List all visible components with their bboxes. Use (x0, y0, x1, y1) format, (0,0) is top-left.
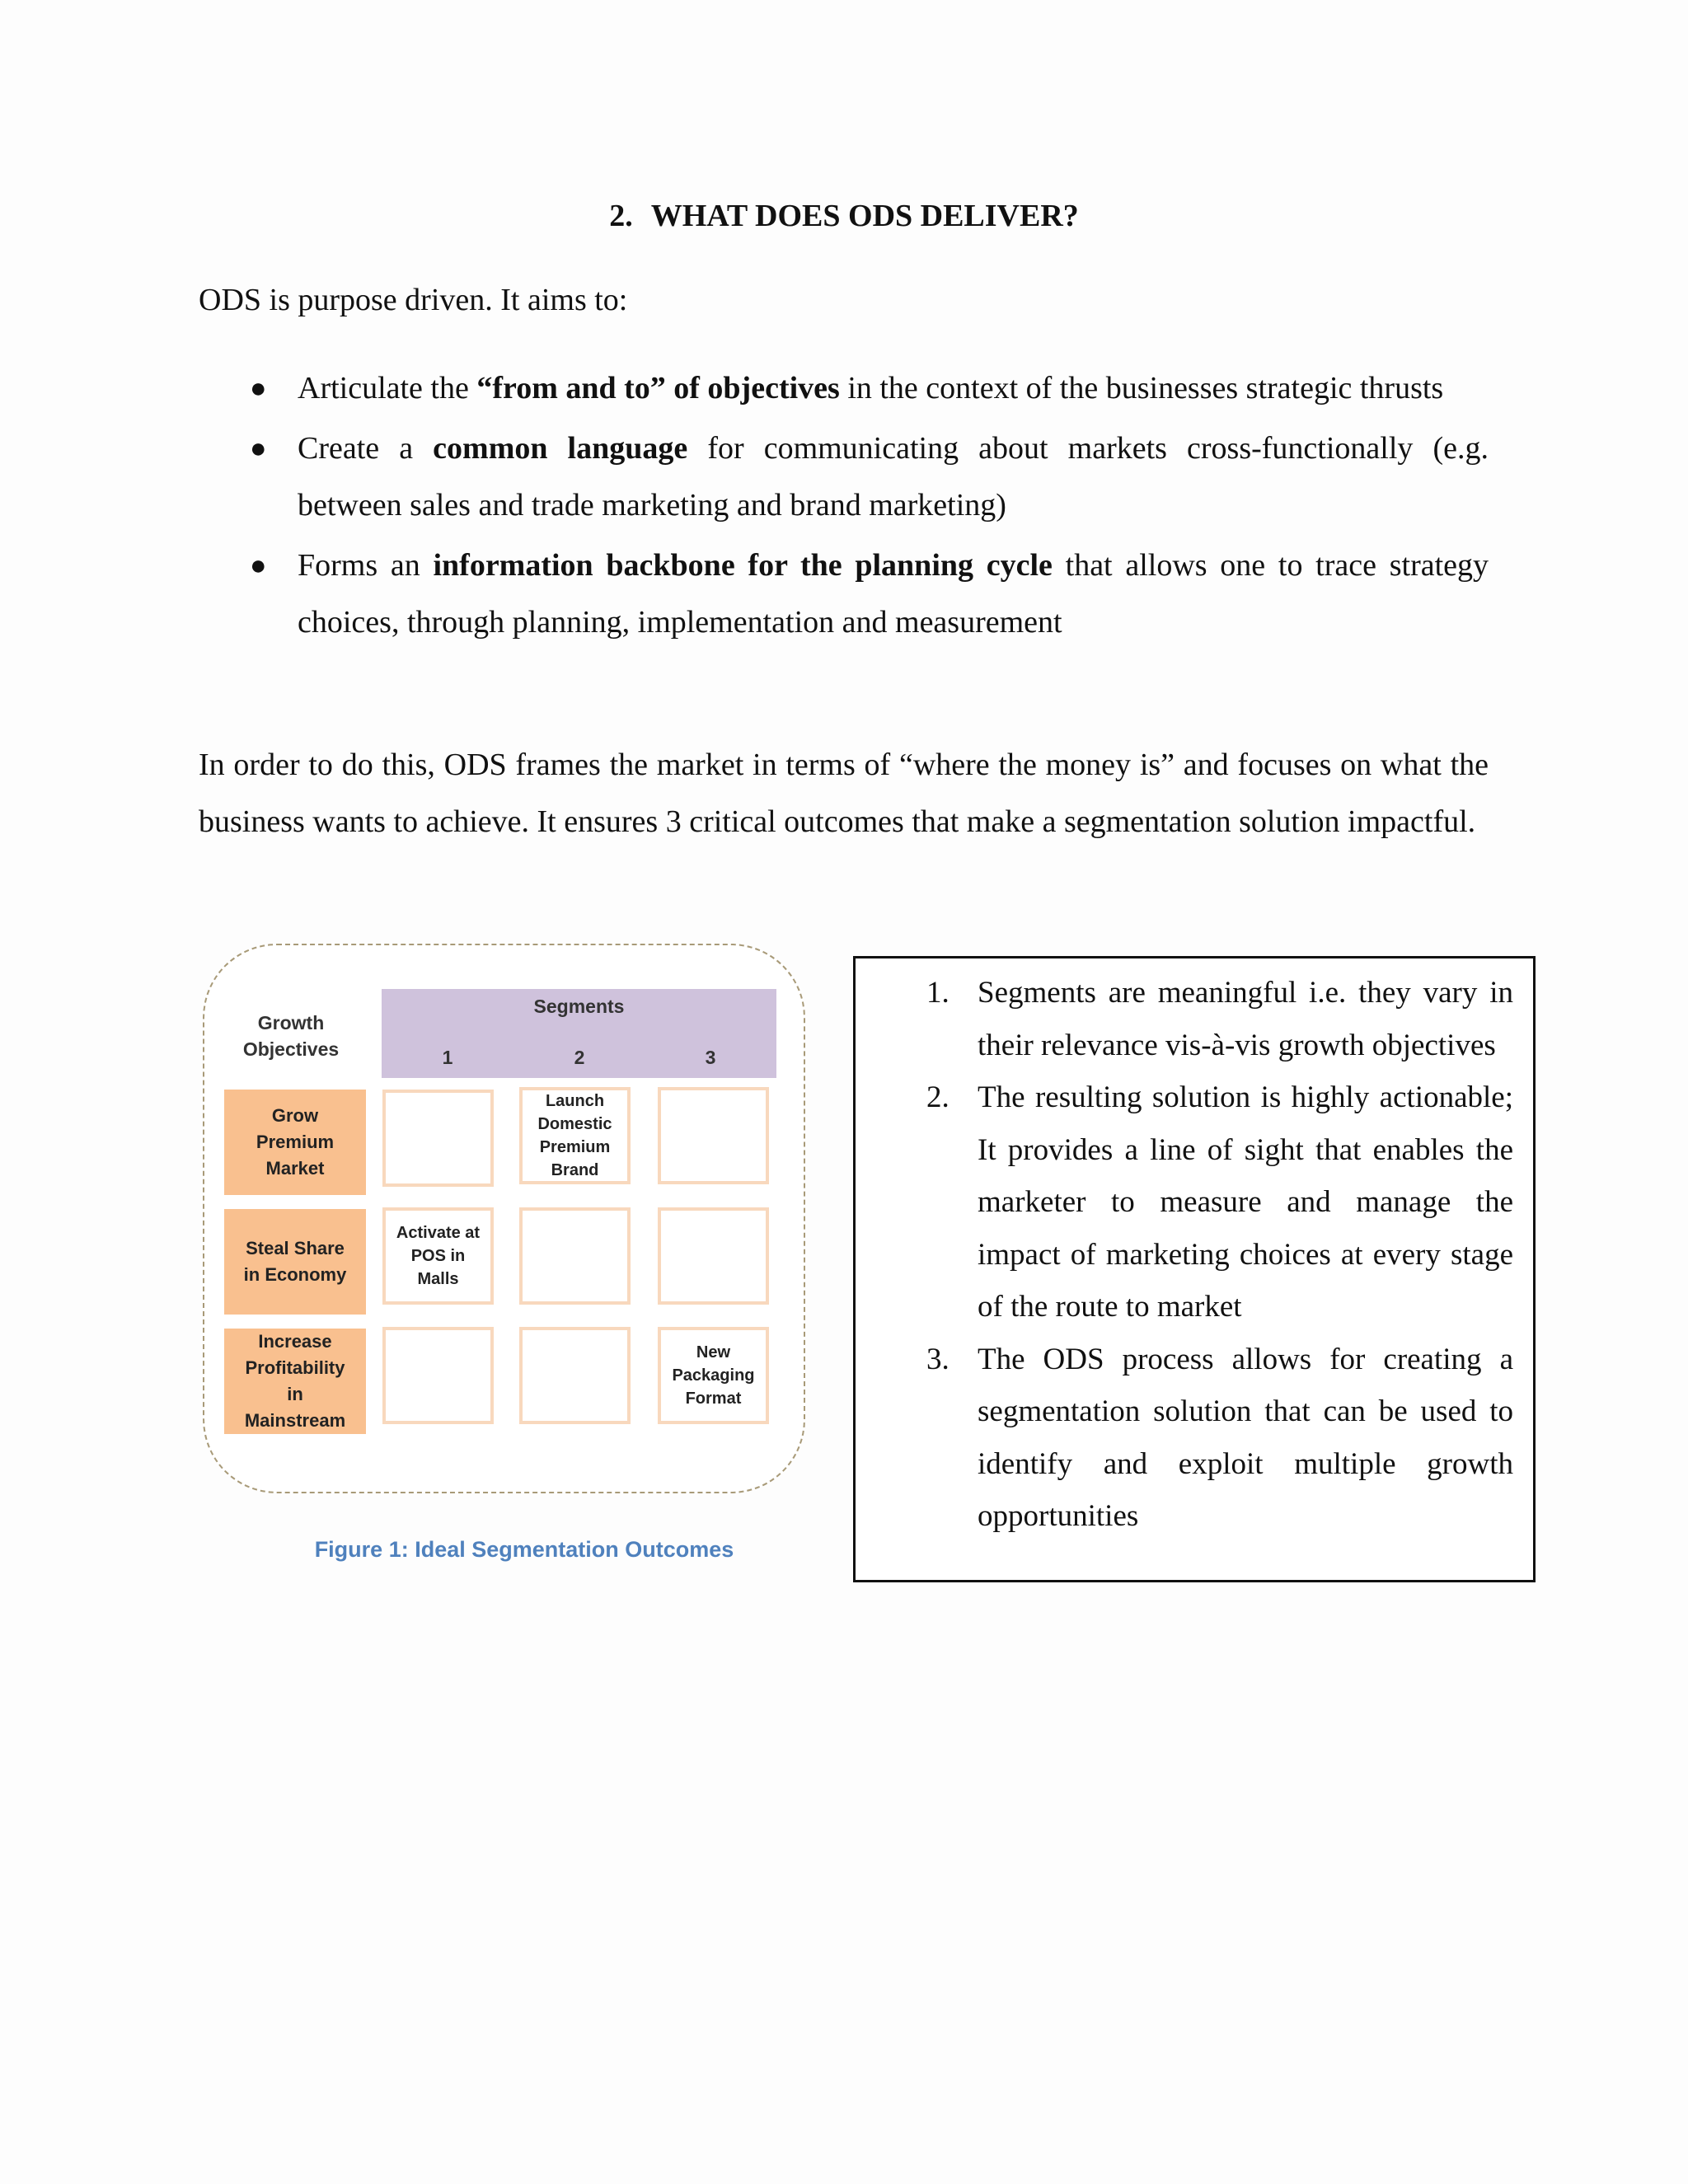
segments-title: Segments (533, 996, 625, 1017)
segmentation-figure (203, 944, 805, 1493)
matrix-cell (658, 1087, 769, 1184)
bullet-icon: ● (250, 373, 267, 404)
list-item: 1. Segments are meaningful i.e. they vary in their relevance vis-à-vis growth objectives (856, 967, 1533, 1071)
objective-label: Increase Profitability in Mainstream (224, 1329, 366, 1434)
matrix-cell (519, 1327, 631, 1424)
matrix-cell (658, 1207, 769, 1305)
segment-number: 1 (442, 1047, 453, 1068)
outcomes-list (856, 967, 1533, 1543)
matrix-cell: New Packaging Format (658, 1327, 769, 1424)
aims-list (199, 360, 1489, 654)
matrix-cell (382, 1090, 494, 1187)
objective-label: Grow Premium Market (224, 1090, 366, 1195)
list-item: ● Articulate the “from and to” of objectives in the context of the businesses strategic thrusts (199, 360, 1489, 417)
matrix-cell (519, 1207, 631, 1305)
bullet-icon: ● (250, 434, 267, 464)
intro-paragraph: ODS is purpose driven. It aims to: (199, 283, 628, 317)
growth-objectives-label: Growth Objectives (242, 1012, 340, 1060)
bold-phrase: information backbone for the planning cycle (433, 548, 1053, 583)
segments-header (382, 989, 776, 1078)
segment-number: 3 (705, 1047, 716, 1068)
item-number: 1. (926, 976, 950, 1010)
list-item: ● Create a common language for communicating about markets cross-functionally (e.g. between sales and trade marketing and brand marketing) (199, 420, 1489, 534)
matrix-cell: Activate at POS in Malls (382, 1207, 494, 1305)
list-item: ● Forms an information backbone for the planning cycle that allows one to trace strategy choices, through planning, implementation and measurement (199, 537, 1489, 651)
figure-caption: Figure 1: Ideal Segmentation Outcomes (314, 1537, 734, 1562)
item-number: 2. (926, 1080, 950, 1114)
section-number: 2. (609, 199, 633, 233)
bold-phrase: “from and to” of objectives (476, 371, 840, 405)
list-item: 3. The ODS process allows for creating a segmentation solution that can be used to identify and exploit multiple growth opportunities (856, 1333, 1533, 1543)
matrix-cell: Launch Domestic Premium Brand (519, 1087, 631, 1184)
section-heading (0, 198, 1688, 234)
bullet-icon: ● (250, 551, 267, 581)
outcomes-box (853, 956, 1536, 1582)
matrix-cell (382, 1327, 494, 1424)
list-item: 2. The resulting solution is highly actionable; It provides a line of sight that enables the marketer to measure and manage the impact of marketing choices at every stage of the route to market (856, 1071, 1533, 1333)
section-title: WHAT DOES ODS DELIVER? (650, 199, 1079, 233)
item-number: 3. (926, 1342, 950, 1376)
body-paragraph: In order to do this, ODS frames the market in terms of “where the money is” and focuses on what the business wants to achieve. It ensures 3 critical outcomes that make a segmentation solution impactful. (199, 748, 1489, 839)
objective-label: Steal Share in Economy (224, 1209, 366, 1315)
segment-number: 2 (574, 1047, 585, 1068)
bold-phrase: common language (433, 431, 688, 466)
